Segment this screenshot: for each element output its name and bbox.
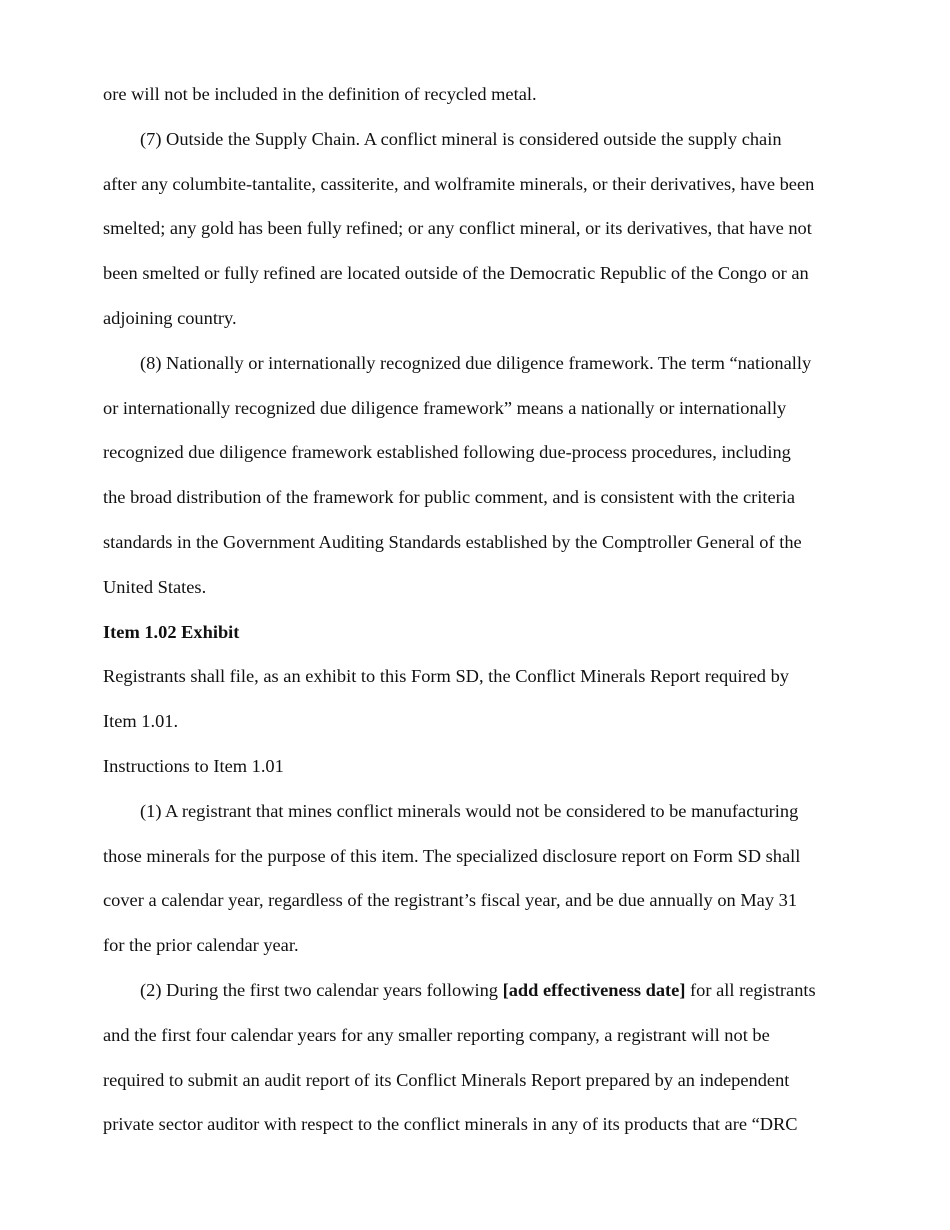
text-line: United States.: [103, 576, 207, 597]
document-page: [103, 72, 833, 1147]
text-line: standards in the Government Auditing Standards established by the Comptroller General of the: [103, 531, 802, 552]
text-line: (1) A registrant that mines conflict minerals would not be considered to be manufacturing: [140, 800, 799, 821]
text-line: private sector auditor with respect to the conflict minerals in any of its products that are “DRC: [103, 1114, 798, 1135]
instructions-heading: [103, 744, 833, 789]
paragraph-due-diligence-framework: [103, 341, 833, 610]
text-line: those minerals for the purpose of this item. The specialized disclosure report on Form SD shall: [103, 845, 801, 866]
paragraph-outside-supply-chain: [103, 117, 833, 341]
section-heading-item-1-02: [103, 610, 833, 655]
text-line: smelted; any gold has been fully refined; or any conflict mineral, or its derivatives, that have not: [103, 218, 812, 239]
paragraph-instruction-1: [103, 789, 833, 968]
text-line: for the prior calendar year.: [103, 935, 299, 956]
heading-text: Item 1.02 Exhibit: [103, 621, 240, 642]
effectiveness-date-placeholder: [add effectiveness date]: [502, 979, 686, 1000]
text-line: (8) Nationally or internationally recognized due diligence framework. The term “nationally: [140, 352, 812, 373]
text-run: (2) During the first two calendar years following: [140, 979, 503, 1000]
text-line: and the first four calendar years for any smaller reporting company, a registrant will not be: [103, 1024, 770, 1045]
paragraph-instruction-2: [103, 968, 833, 1147]
text-line: after any columbite-tantalite, cassiterite, and wolframite minerals, or their derivatives, have been: [103, 173, 815, 194]
text-line: [103, 968, 833, 1013]
text-line: ore will not be included in the definition of recycled metal.: [103, 84, 537, 104]
heading-text: Instructions to Item 1.01: [103, 755, 284, 776]
text-line: required to submit an audit report of its Conflict Minerals Report prepared by an independent: [103, 1069, 790, 1090]
text-line: Item 1.01.: [103, 711, 179, 732]
text-run: for all registrants: [685, 979, 816, 1000]
text-line: cover a calendar year, regardless of the registrant’s fiscal year, and be due annually on May 31: [103, 890, 798, 911]
text-line: or internationally recognized due diligence framework” means a nationally or internationally: [103, 397, 787, 418]
text-line: adjoining country.: [103, 307, 237, 328]
text-line: the broad distribution of the framework for public comment, and is consistent with the criteria: [103, 487, 796, 508]
paragraph-item-1-02-body: [103, 654, 833, 744]
text-line: (7) Outside the Supply Chain. A conflict mineral is considered outside the supply chain: [140, 128, 782, 149]
paragraph-recycled-metal-tail: [103, 72, 833, 117]
text-line: been smelted or fully refined are located outside of the Democratic Republic of the Congo or an: [103, 263, 809, 284]
text-line: recognized due diligence framework established following due-process procedures, including: [103, 442, 791, 463]
text-line: Registrants shall file, as an exhibit to this Form SD, the Conflict Minerals Report required by: [103, 666, 789, 687]
